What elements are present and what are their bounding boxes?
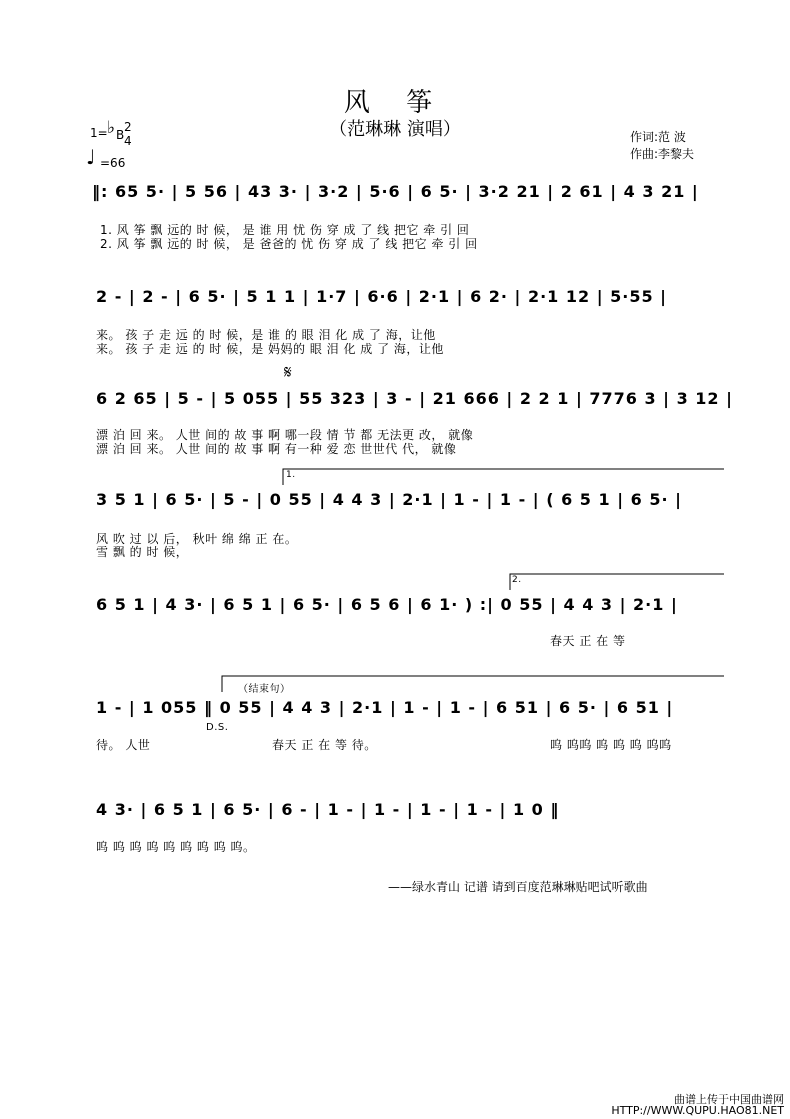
lyric-row-6-b: 春天 正 在 等 待。 [272, 738, 377, 752]
lyric-row-2-verse-1: 来。 孩 子 走 远 的 时 候，是 谁 的 眼 泪 化 成 了 海，让他 [96, 328, 436, 342]
lyric-row-3-verse-2: 漂 泊 回 来。 人世 间的 故 事 啊 有一种 爱 恋 世世代 代， 就像 [96, 442, 457, 456]
tempo-value: =66 [100, 156, 126, 170]
lyric-row-1-verse-2: 2. 风 筝 飘 远的 时 候， 是 爸爸的 忧 伤 穿 成 了 线 把它 牵 引 回 [100, 237, 478, 251]
score-row-6: 1 - | 1 055 ‖ 0 55 | 4 4 3 | 2·1 | 1 - | 1 - | 6 51 | 6 5· | 6 51 | [96, 698, 674, 717]
score-row-1: ‖: 65 5· | 5 56 | 43 3· | 3·2 | 5·6 | 6 5· | 3·2 21 | 2 61 | 4 3 21 | [92, 182, 699, 201]
song-title: 风 筝 [343, 88, 447, 118]
score-row-7: 4 3· | 6 5 1 | 6 5· | 6 - | 1 - | 1 - | 1 - | 1 - | 1 0 ‖ [96, 800, 560, 819]
volta-1-label: 1. [286, 470, 296, 480]
watermark-line-2: HTTP://WWW.QUPU.HAO81.NET [611, 1104, 784, 1117]
lyric-row-4-verse-2: 雪 飘 的 时 候， [96, 545, 189, 559]
song-subtitle: （范琳琳 演唱） [329, 119, 461, 140]
score-row-3: 6 2 65 | 5 - | 5 055 | 55 323 | 3 - | 21 666 | 2 2 1 | 7776 3 | 3 12 | [96, 389, 733, 408]
score-row-4: 3 5 1 | 6 5· | 5 - | 0 55 | 4 4 3 | 2·1 | 1 - | 1 - | ( 6 5 1 | 6 5· | [96, 490, 682, 509]
segno-icon: 𝄋 [284, 362, 292, 383]
score-row-2: 2 - | 2 - | 6 5· | 5 1 1 | 1·7 | 6·6 | 2·1 | 6 2· | 2·1 12 | 5·55 | [96, 287, 668, 306]
lyric-row-7: 呜 呜 呜 呜 呜 呜 呜 呜 呜。 [96, 840, 256, 854]
volta-1-bracket [283, 469, 724, 485]
lyric-row-5: 春天 正 在 等 [550, 634, 626, 648]
score-row-5: 6 5 1 | 4 3· | 6 5 1 | 6 5· | 6 5 6 | 6 1· ) :| 0 55 | 4 4 3 | 2·1 | [96, 595, 678, 614]
lyric-row-6-c: 呜 呜呜 呜 呜 呜 呜呜 [550, 738, 672, 752]
ending-bracket [222, 676, 724, 692]
ds-marking: D.S. [206, 722, 229, 733]
lyric-row-1-verse-1: 1. 风 筝 飘 远的 时 候， 是 谁 用 忧 伤 穿 成 了 线 把它 牵 引 回 [100, 223, 470, 237]
ending-bracket-label: （结束句） [238, 684, 291, 695]
volta-2-label: 2. [512, 575, 522, 585]
lyric-row-2-verse-2: 来。 孩 子 走 远 的 时 候，是 妈妈的 眼 泪 化 成 了 海，让他 [96, 342, 444, 356]
volta-2-bracket [510, 574, 724, 590]
lyric-row-4-verse-1: 风 吹 过 以 后， 秋叶 绵 绵 正 在。 [96, 532, 298, 546]
time-numerator: 2 [124, 120, 132, 134]
lyricist-credit: 作词:范 波 [630, 130, 686, 144]
watermark-line-1: 曲谱上传于中国曲谱网 [674, 1093, 784, 1106]
transcriber-note: ——绿水青山 记谱 请到百度范琳琳贴吧试听歌曲 [388, 880, 648, 894]
quarter-note-icon: ♩ [86, 145, 96, 169]
lyric-row-3-verse-1: 漂 泊 回 来。 人世 间的 故 事 啊 哪一段 情 节 都 无法更 改， 就像 [96, 428, 474, 442]
composer-credit: 作曲:李黎夫 [630, 147, 695, 161]
time-denominator: 4 [124, 134, 132, 148]
key-note: B [116, 128, 125, 142]
key-signature: 1= [90, 126, 108, 140]
lyric-row-6-a: 待。 人世 [96, 738, 151, 752]
flat-icon: ♭ [107, 118, 116, 138]
